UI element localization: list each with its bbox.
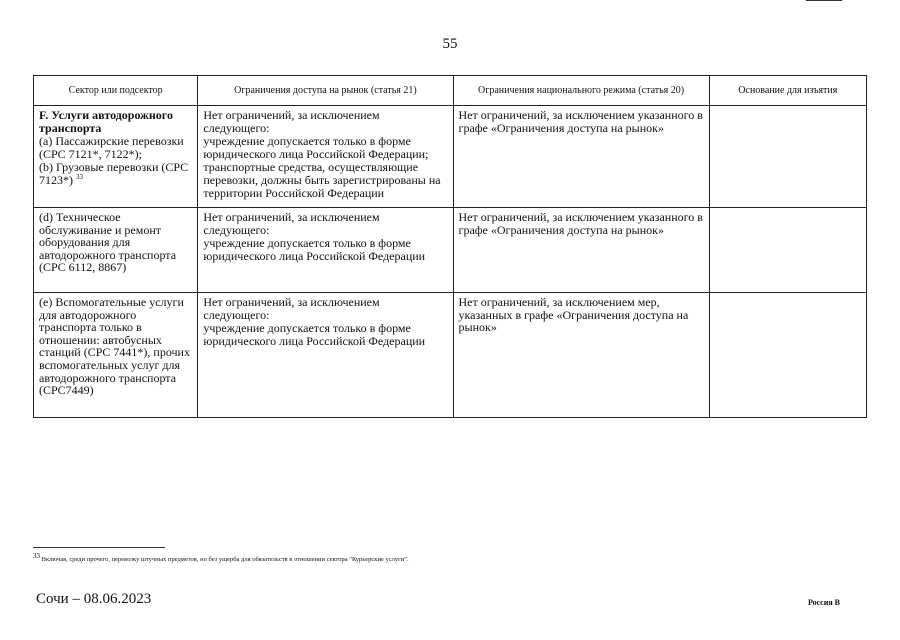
schedule-table — [33, 75, 867, 418]
market-access-cell — [198, 293, 453, 418]
page-number: 55 — [442, 36, 458, 52]
basis-cell — [709, 208, 866, 293]
market-access-text: Нет ограничений, за исключением следующего: — [203, 295, 380, 322]
market-access-cell — [198, 208, 453, 293]
sector-item: (e) Вспомогательные услуги для автодорожного транспорта только в отношении: автобусных станций (CPC 7441*), прочих вспомогательных услуг для автодорожного транспорта (CPC7449) — [39, 295, 190, 398]
footnote-text: Включая, среди прочего, перевозку штучных предметов, но без ущерба для обязательств в отношении сектора "Курьерские услуги". — [41, 556, 409, 563]
top-rule — [806, 0, 842, 1]
table-row — [34, 208, 867, 293]
market-access-text: учреждение допускается только в форме юридического лица Российской Федерации — [203, 236, 426, 263]
sector-item: (b) Грузовые перевозки (CPC 7123*) — [39, 160, 189, 187]
market-access-text: Нет ограничений, за исключением следующего: — [203, 210, 380, 237]
national-treatment-cell — [453, 106, 709, 208]
sector-cell — [34, 106, 198, 208]
table-row — [34, 293, 867, 418]
footnote — [33, 551, 409, 564]
footnote-separator — [33, 547, 165, 548]
basis-cell — [709, 106, 866, 208]
sector-cell — [34, 293, 198, 418]
header-market-access: Ограничения доступа на рынок (статья 21) — [198, 76, 453, 106]
basis-cell — [709, 293, 866, 418]
market-access-text: учреждение допускается только в форме юридического лица Российской Федерации — [203, 321, 426, 348]
header-national-treatment: Ограничения национального режима (статья 20) — [453, 76, 709, 106]
national-treatment-text: Нет ограничений, за исключением указанного в графе «Ограничения доступа на рынок» — [458, 210, 703, 237]
sector-item: (a) Пассажирские перевозки (CPC 7121*, 7122*); — [39, 134, 184, 161]
national-treatment-cell — [453, 293, 709, 418]
header-basis: Основание для изъятия — [709, 76, 866, 106]
sector-item-with-footnote — [39, 161, 193, 186]
table-header-row — [34, 76, 867, 106]
national-treatment-text: Нет ограничений, за исключением указанного в графе «Ограничения доступа на рынок» — [458, 108, 703, 135]
footer-country-label: Россия В — [807, 598, 840, 607]
market-access-text: учреждение допускается только в форме юридического лица Российской Федерации; — [203, 134, 429, 161]
footnote-number: 33 — [33, 551, 40, 560]
national-treatment-cell — [453, 208, 709, 293]
header-sector: Сектор или подсектор — [34, 76, 198, 106]
sector-cell — [34, 208, 198, 293]
national-treatment-text: Нет ограничений, за исключением мер, указанных в графе «Ограничения доступа на рынок» — [458, 295, 689, 335]
market-access-text: Нет ограничений, за исключением следующего: — [203, 108, 380, 135]
table-row — [34, 106, 867, 208]
market-access-text: транспортные средства, осуществляющие перевозки, должны быть зарегистрированы на территории Российской Федерации — [203, 160, 441, 200]
sector-item: (d) Техническое обслуживание и ремонт оборудования для автодорожного транспорта (CPC 6112, 8867) — [39, 210, 177, 275]
market-access-cell — [198, 106, 453, 208]
footer-place-date: Сочи – 08.06.2023 — [36, 591, 152, 607]
footnote-ref: 33 — [76, 172, 83, 181]
sector-title: F. Услуги автодорожного транспорта — [39, 108, 173, 135]
